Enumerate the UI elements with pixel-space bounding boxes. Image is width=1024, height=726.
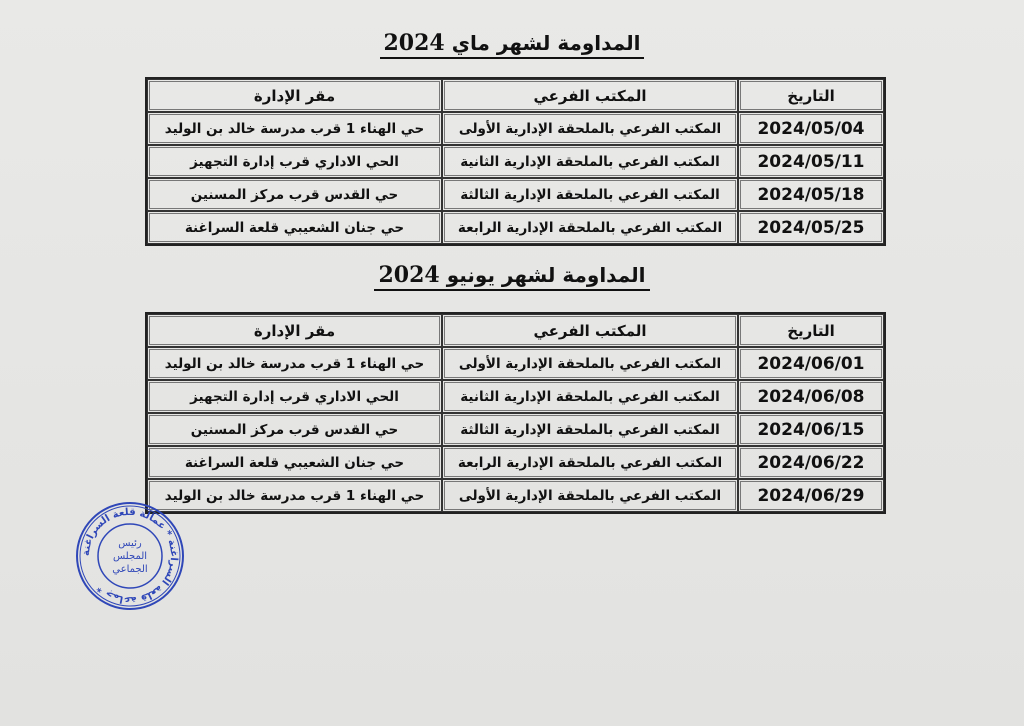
office-cell: المكتب الفرعي بالملحقة الإدارية الثالثة xyxy=(442,413,738,446)
header-date: التاريخ xyxy=(738,79,884,112)
stamp-center-line-2: المجلس xyxy=(112,551,148,562)
stamp-center-line-3: الجماعي xyxy=(112,564,148,575)
office-cell: المكتب الفرعي بالملحقة الإدارية الأولى xyxy=(442,112,738,145)
table-row xyxy=(147,145,884,178)
date-cell: 2024/06/01 xyxy=(738,347,884,380)
header-date: التاريخ xyxy=(738,314,884,347)
table-row xyxy=(147,380,884,413)
header-place: مقر الإدارة xyxy=(147,314,442,347)
table-header-row xyxy=(147,314,884,347)
place-cell: الحي الاداري قرب إدارة التجهيز xyxy=(147,380,442,413)
table-row xyxy=(147,178,884,211)
office-cell: المكتب الفرعي بالملحقة الإدارية الثالثة xyxy=(442,178,738,211)
date-cell: 2024/05/04 xyxy=(738,112,884,145)
stamp-ring-text: جماعة قلعة السراغنة * عمالة قلعة السراغنة * xyxy=(80,506,180,606)
office-cell: المكتب الفرعي بالملحقة الإدارية الأولى xyxy=(442,479,738,512)
place-cell: حي جنان الشعيبي قلعة السراغنة xyxy=(147,446,442,479)
office-cell: المكتب الفرعي بالملحقة الإدارية الثانية xyxy=(442,145,738,178)
office-cell: المكتب الفرعي بالملحقة الإدارية الرابعة xyxy=(442,211,738,244)
official-stamp xyxy=(74,500,186,612)
table-row xyxy=(147,112,884,145)
header-place: مقر الإدارة xyxy=(147,79,442,112)
table-row xyxy=(147,413,884,446)
table-row xyxy=(147,479,884,512)
place-cell: حي القدس قرب مركز المسنين xyxy=(147,178,442,211)
date-cell: 2024/06/15 xyxy=(738,413,884,446)
june-schedule-title xyxy=(330,262,694,288)
stamp-center-line-1: رئيس xyxy=(118,538,142,549)
place-cell: حي الهناء 1 قرب مدرسة خالد بن الوليد xyxy=(147,347,442,380)
may-title-text: المداومة لشهر ماي xyxy=(451,31,641,55)
table-row xyxy=(147,446,884,479)
office-cell: المكتب الفرعي بالملحقة الإدارية الأولى xyxy=(442,347,738,380)
office-cell: المكتب الفرعي بالملحقة الإدارية الثانية xyxy=(442,380,738,413)
office-cell: المكتب الفرعي بالملحقة الإدارية الرابعة xyxy=(442,446,738,479)
place-cell: حي الهناء 1 قرب مدرسة خالد بن الوليد xyxy=(147,112,442,145)
header-office: المكتب الفرعي xyxy=(442,314,738,347)
may-title-year: 2024 xyxy=(383,30,445,56)
june-title-text: المداومة لشهر يونيو xyxy=(446,263,646,287)
may-schedule-title xyxy=(330,30,694,56)
date-cell: 2024/06/22 xyxy=(738,446,884,479)
table-row xyxy=(147,211,884,244)
table-row xyxy=(147,347,884,380)
june-schedule-table xyxy=(145,312,886,514)
date-cell: 2024/06/08 xyxy=(738,380,884,413)
june-title-year: 2024 xyxy=(378,262,440,288)
place-cell: حي القدس قرب مركز المسنين xyxy=(147,413,442,446)
date-cell: 2024/05/11 xyxy=(738,145,884,178)
place-cell: حي جنان الشعيبي قلعة السراغنة xyxy=(147,211,442,244)
date-cell: 2024/05/25 xyxy=(738,211,884,244)
place-cell: حي الهناء 1 قرب مدرسة خالد بن الوليد xyxy=(147,479,442,512)
table-header-row xyxy=(147,79,884,112)
place-cell: الحي الاداري قرب إدارة التجهيز xyxy=(147,145,442,178)
header-office: المكتب الفرعي xyxy=(442,79,738,112)
may-schedule-table xyxy=(145,77,886,246)
date-cell: 2024/05/18 xyxy=(738,178,884,211)
date-cell: 2024/06/29 xyxy=(738,479,884,512)
